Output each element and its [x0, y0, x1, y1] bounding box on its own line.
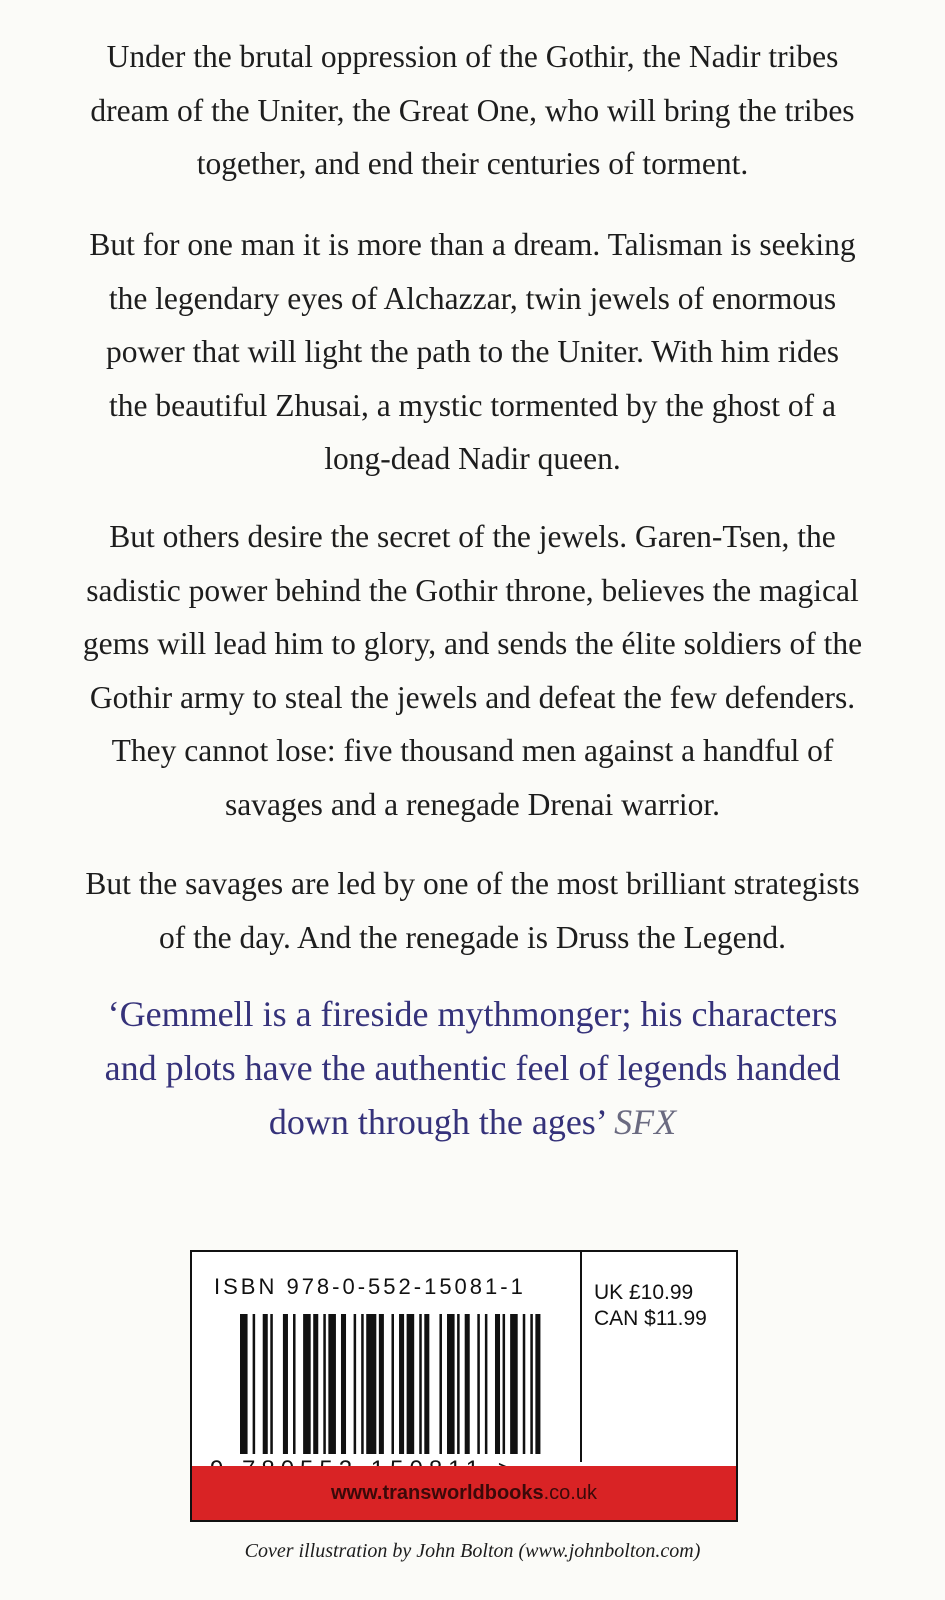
blurb-line: of the day. And the renegade is Druss the Legend. — [159, 919, 786, 955]
barcode-stripe — [293, 1314, 296, 1454]
barcode-stripe — [366, 1314, 376, 1454]
barcode-stripe — [391, 1314, 394, 1454]
barcode-stripe — [477, 1314, 480, 1454]
barcode-stripe — [503, 1314, 506, 1454]
barcode-stripe — [457, 1314, 460, 1454]
barcode-stripe — [510, 1314, 518, 1454]
blurb-line: power that will light the path to the Uniter. With him rides — [105, 334, 840, 369]
barcode-stripe — [303, 1314, 311, 1454]
blurb-paragraph-3 — [30, 510, 915, 831]
barcode-stripe — [253, 1314, 256, 1454]
price-uk: UK £10.99 — [594, 1281, 694, 1304]
blurb-line: sadistic power behind the Gothir throne, believes the magical — [86, 572, 859, 608]
barcode-stripe — [535, 1314, 540, 1454]
blurb-line: savages and a renegade Drenai warrior. — [224, 786, 720, 822]
isbn-label: ISBN 978-0-552-15081-1 — [214, 1274, 526, 1299]
blurb-line: But for one man it is more than a dream. Talisman is seeking — [89, 227, 856, 262]
publisher-url-bar — [192, 1466, 736, 1520]
barcode-stripe — [530, 1314, 533, 1454]
barcode-stripe — [354, 1314, 357, 1454]
blurb-paragraph-4 — [30, 857, 915, 964]
barcode-stripe — [523, 1314, 526, 1454]
barcode-stripe — [263, 1314, 268, 1454]
publisher-url-suffix: .co.uk — [543, 1481, 597, 1504]
barcode-stripe — [283, 1314, 288, 1454]
barcode-stripe — [424, 1314, 429, 1454]
blurb-line: gems will lead him to glory, and sends the élite soldiers of the — [82, 626, 863, 661]
blurb-line: They cannot lose: five thousand men against a handful of — [111, 733, 834, 768]
barcode-stripe — [485, 1314, 488, 1454]
blurb-line: Under the brutal oppression of the Gothir, the Nadir tribes — [106, 39, 839, 74]
publisher-url-main: www.transworldbooks — [331, 1481, 544, 1504]
quote-line: ‘Gemmell is a fireside mythmonger; his characters — [107, 994, 838, 1034]
price-can: CAN $11.99 — [594, 1307, 707, 1330]
price-block — [594, 1280, 707, 1332]
barcode-stripe — [407, 1314, 415, 1454]
barcode-bars — [240, 1314, 548, 1454]
quote-line: and plots have the authentic feel of legends handed — [104, 1048, 841, 1088]
blurb-line: But the savages are led by one of the most brilliant strategists — [85, 866, 860, 901]
barcode-stripe — [439, 1314, 442, 1454]
barcode-stripe — [323, 1314, 326, 1454]
barcode-stripe — [465, 1314, 470, 1454]
barcode-stripe — [495, 1314, 500, 1454]
barcode-stripe — [313, 1314, 318, 1454]
blurb-line: the legendary eyes of Alchazzar, twin jewels of enormous — [108, 280, 837, 316]
blurb-line: dream of the Uniter, the Great One, who will bring the tribes — [90, 92, 855, 128]
review-quote — [30, 987, 915, 1149]
barcode-stripe — [379, 1314, 384, 1454]
panel-divider — [580, 1252, 582, 1462]
quote-source: SFX — [614, 1102, 677, 1142]
barcode-stripe — [361, 1314, 364, 1454]
blurb-line: long-dead Nadir queen. — [324, 441, 621, 476]
barcode-stripe — [399, 1314, 404, 1454]
quote-line: down through the ages’ — [268, 1102, 606, 1142]
barcode-stripe — [419, 1314, 422, 1454]
barcode-stripe — [270, 1314, 273, 1454]
blurb-paragraph-1 — [30, 30, 915, 191]
barcode-stripe — [328, 1314, 336, 1454]
blurb-line: together, and end their centuries of torment. — [196, 146, 749, 181]
cover-credit: Cover illustration by John Bolton (www.johnbolton.com) — [244, 1540, 701, 1562]
blurb-line: But others desire the secret of the jewels. Garen-Tsen, the — [109, 519, 836, 554]
blurb-paragraph-2 — [30, 218, 915, 486]
barcode-stripe — [240, 1314, 248, 1454]
blurb-line: Gothir army to steal the jewels and defeat the few defenders. — [89, 679, 856, 715]
barcode-panel — [190, 1250, 738, 1522]
barcode-stripe — [447, 1314, 455, 1454]
barcode-stripe — [341, 1314, 346, 1454]
blurb-line: the beautiful Zhusai, a mystic tormented by the ghost of a — [109, 387, 836, 423]
